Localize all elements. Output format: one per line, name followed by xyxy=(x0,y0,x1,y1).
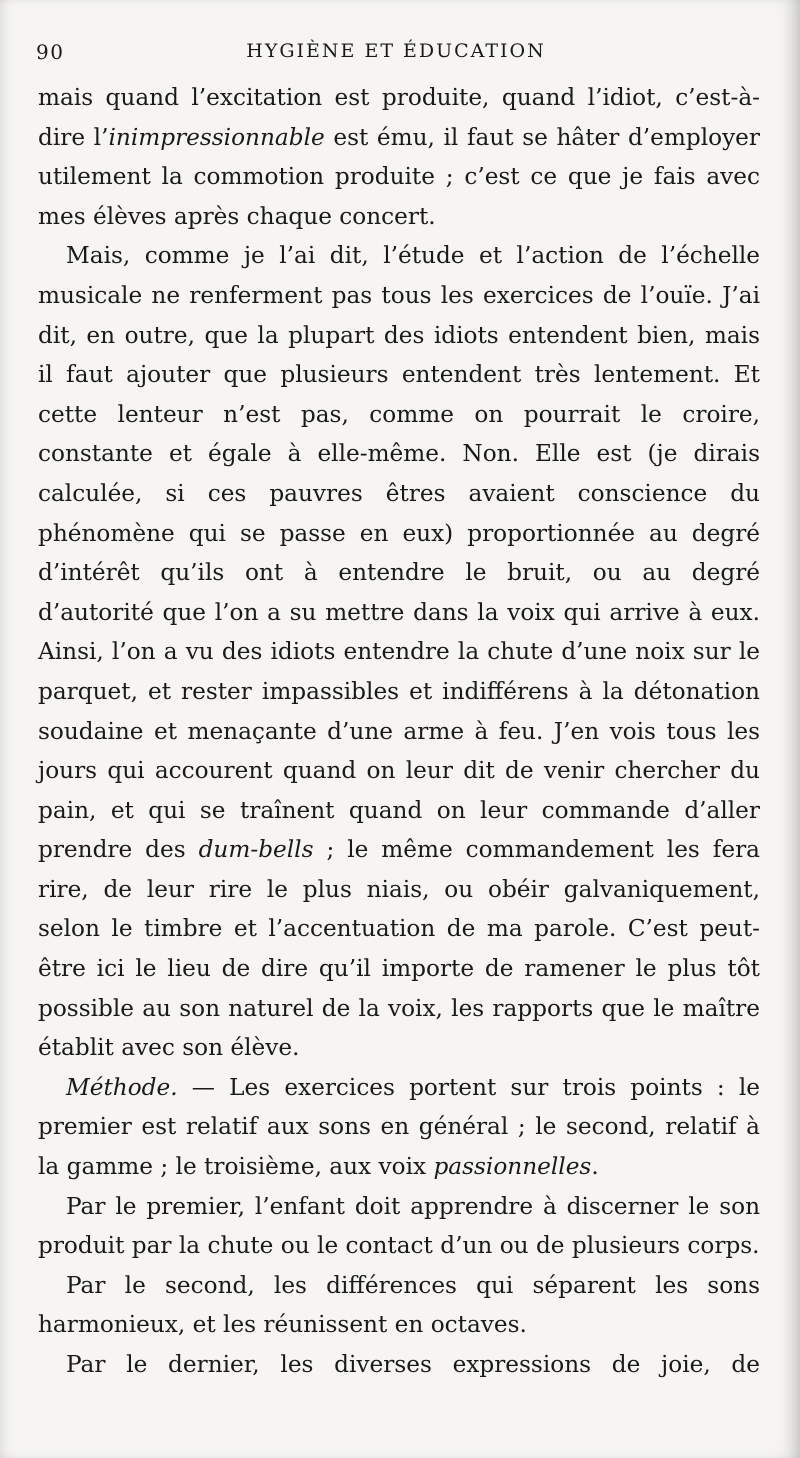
text-run: est ému, il faut se hâter d’employer utilement la commotion produite ; c’est ce que je fais avec mes élèves après chaque concert. xyxy=(38,123,760,230)
page-number: 90 xyxy=(36,40,65,64)
paragraph-methode xyxy=(38,1068,760,1187)
text-run: Par le premier, l’enfant doit apprendre à discerner le son produit par la chute ou le contact d’un ou de plusieurs corps. xyxy=(38,1192,760,1260)
text-run: Mais, comme je l’ai dit, l’étude et l’action de l’échelle musicale ne renferment pas tous les exercices de l’ouïe. J’ai dit, en outre, que la plupart des idiots entendent bien, mais il faut ajouter que plusieurs entendent très lentement. Et cette lenteur n’est pas, comme on pourrait le croire, constante et égale à elle-même. Non. Elle est (je dirais calculée, si ces pauvres êtres avaient conscience du phénomène qui se passe en eux) proportionnée au degré d’intérêt qu’ils ont à entendre le bruit, ou au degré d’autorité que l’on a su mettre dans la voix qui arrive à eux. Ainsi, l’on a vu des idiots entendre la chute d’une noix sur le parquet, et rester impassibles et indifférens à la détonation soudaine et menaçante d’une arme à feu. J’en vois tous les jours qui accourent quand on leur dit de venir chercher du pain, et qui se traînent quand on leur commande d’aller prendre des xyxy=(38,242,760,864)
paragraph xyxy=(38,236,760,1067)
page-header xyxy=(36,40,756,74)
text-run: Par le dernier, les diverses expressions de joie, de xyxy=(66,1351,760,1378)
text-run: — Les exercices portent sur trois points : le premier est relatif aux sons en général ; le second, relatif à la gamme ; le troisième, aux voix xyxy=(38,1073,760,1181)
text-run: mais quand l’excitation est produite, quand l’idiot, c’est-à-dire l’ xyxy=(38,84,760,151)
text-run: . xyxy=(591,1153,599,1181)
paragraph-last xyxy=(38,1345,760,1424)
paragraph-continuation xyxy=(38,78,760,236)
paragraph xyxy=(38,1266,760,1345)
body-text xyxy=(38,78,760,1424)
running-title: HYGIÈNE ET ÉDUCATION xyxy=(246,40,546,62)
italic-term: inimpressionnable xyxy=(108,123,325,151)
paragraph xyxy=(38,1187,760,1266)
text-run: Par le second, les différences qui séparent les sons harmonieux, et les réunissent en octaves. xyxy=(38,1271,760,1339)
italic-term: dum-bells xyxy=(198,836,314,864)
italic-term: passionnelles xyxy=(433,1153,592,1181)
text-run: ; le même commandement les fera rire, de leur rire le plus niais, ou obéir galvaniquement, selon le timbre et l’accentuation de ma parole. C’est peut-être ici le lieu de dire qu’il importe de ramener le plus tôt possible au son naturel de la voix, les rapports que le maître établit avec son élève. xyxy=(38,836,760,1062)
section-lead: Méthode. xyxy=(66,1073,178,1101)
